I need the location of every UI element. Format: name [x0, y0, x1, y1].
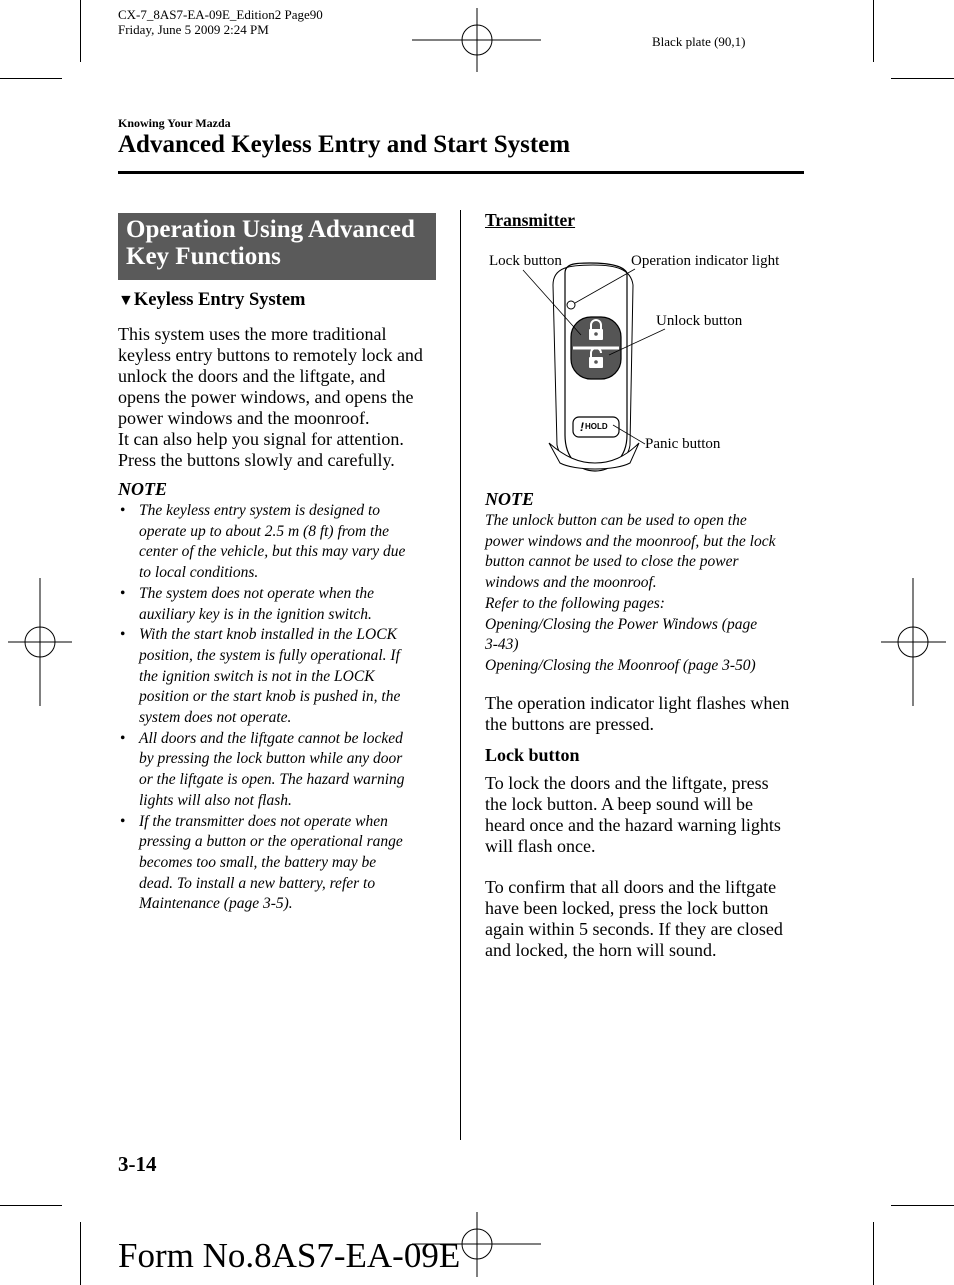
- note-line: dead. To install a new battery, refer to: [139, 874, 376, 892]
- note-line: Opening/Closing the Power Windows (page: [485, 615, 758, 633]
- hold-label: HOLD: [585, 422, 608, 431]
- body-line: and locked, the horn will sound.: [485, 940, 717, 960]
- indicator-light-label: Operation indicator light: [631, 253, 780, 269]
- body-line: Press the buttons slowly and carefully.: [118, 450, 395, 470]
- note-line: Refer to the following pages:: [485, 594, 665, 612]
- note-line: • If the transmitter does not operate when: [139, 812, 388, 830]
- note-line: • All doors and the liftgate cannot be locked: [139, 729, 403, 747]
- note-item: [118, 729, 448, 812]
- lock-paragraph-1: [485, 773, 815, 857]
- banner-line-2: Key Functions: [126, 243, 281, 270]
- note-line: position or the start knob is pushed in, the: [139, 688, 401, 706]
- transmitter-key-illustration: [549, 263, 639, 471]
- note-line: pressing a button or the operational range: [139, 833, 403, 851]
- note-item: [118, 584, 448, 625]
- form-number: Form No.8AS7-EA-09E: [118, 1236, 461, 1275]
- print-date-line: Friday, June 5 2009 2:24 PM: [118, 22, 269, 37]
- note-line: the ignition switch is not in the LOCK: [139, 667, 375, 685]
- note-item: [118, 625, 448, 729]
- intro-paragraph: [118, 324, 448, 471]
- note-line: Opening/Closing the Moonroof (page 3-50): [485, 656, 756, 674]
- note-line: or the liftgate is open. The hazard warning: [139, 771, 405, 789]
- body-line: opens the power windows, and opens the: [118, 387, 414, 407]
- body-line: keyless entry buttons to remotely lock and: [118, 345, 423, 365]
- body-line: the buttons are pressed.: [485, 714, 654, 734]
- note-line: becomes too small, the battery may be: [139, 853, 377, 871]
- note-line: auxiliary key is in the ignition switch.: [139, 605, 372, 623]
- body-line: To confirm that all doors and the liftgate: [485, 877, 777, 897]
- note-item: [118, 501, 448, 584]
- body-line: unlock the doors and the liftgate, and: [118, 366, 386, 386]
- note-line: windows and the moonroof.: [485, 574, 657, 592]
- note-line: The unlock button can be used to open the: [485, 512, 747, 529]
- body-line: will flash once.: [485, 836, 596, 856]
- transmitter-heading: Transmitter: [485, 210, 576, 230]
- title-rule: [118, 171, 804, 174]
- column-divider: [460, 210, 461, 1140]
- section-label: Knowing Your Mazda: [118, 116, 231, 130]
- note-line: to local conditions.: [139, 564, 259, 582]
- note-line: • The keyless entry system is designed to: [139, 502, 381, 519]
- triangle-marker-icon: ▼: [118, 292, 134, 309]
- keyless-entry-heading: [118, 290, 305, 311]
- print-file-line: CX-7_8AS7-EA-09E_Edition2 Page90: [118, 7, 323, 22]
- note-line: • With the start knob installed in the LOCK: [139, 626, 397, 644]
- body-line: again within 5 seconds. If they are closed: [485, 919, 783, 939]
- page-number: 3-14: [118, 1152, 157, 1176]
- body-line: The operation indicator light flashes when: [485, 693, 790, 713]
- lock-paragraph-2: [485, 877, 815, 961]
- note-item: [118, 812, 448, 916]
- body-line: It can also help you signal for attention.: [118, 429, 404, 449]
- note-line: system does not operate.: [139, 709, 292, 727]
- note-line: Maintenance (page 3-5).: [139, 895, 293, 913]
- body-line: the lock button. A beep sound will be: [485, 794, 753, 814]
- note-line: lights will also not flash.: [139, 791, 292, 809]
- indicator-paragraph: [485, 693, 815, 735]
- body-line: To lock the doors and the liftgate, press: [485, 773, 769, 793]
- note-line: • The system does not operate when the: [139, 584, 375, 602]
- body-line: This system uses the more traditional: [118, 324, 387, 344]
- body-line: power windows and the moonroof.: [118, 408, 370, 428]
- notes-list: [118, 501, 448, 915]
- print-plate: Black plate (90,1): [652, 34, 746, 49]
- section-banner: [118, 213, 436, 280]
- body-line: have been locked, press the lock button: [485, 898, 769, 918]
- subheading-text: Keyless Entry System: [133, 290, 306, 310]
- note-line: 3-43): [485, 636, 519, 654]
- unlock-button-label: Unlock button: [656, 313, 743, 329]
- note-line: operate up to about 2.5 m (8 ft) from the: [139, 522, 389, 540]
- note-line: by pressing the lock button while any door: [139, 750, 403, 768]
- note-line: button cannot be used to close the power: [485, 553, 739, 571]
- note-right: [485, 511, 815, 677]
- lock-button-heading: Lock button: [485, 745, 580, 765]
- lock-button-label: Lock button: [489, 253, 562, 269]
- panic-button-label: Panic button: [645, 436, 721, 452]
- body-line: heard once and the hazard warning lights: [485, 815, 781, 835]
- note-line: center of the vehicle, but this may vary due: [139, 543, 406, 561]
- note-heading: NOTE: [118, 479, 167, 499]
- svg-text:!: !: [580, 420, 584, 434]
- note-heading-right: NOTE: [485, 489, 534, 509]
- banner-line-1: Operation Using Advanced: [126, 216, 415, 243]
- page-title: Advanced Keyless Entry and Start System: [118, 131, 571, 158]
- note-line: position, the system is fully operational. If: [139, 646, 400, 664]
- note-line: power windows and the moonroof, but the lock: [485, 532, 776, 550]
